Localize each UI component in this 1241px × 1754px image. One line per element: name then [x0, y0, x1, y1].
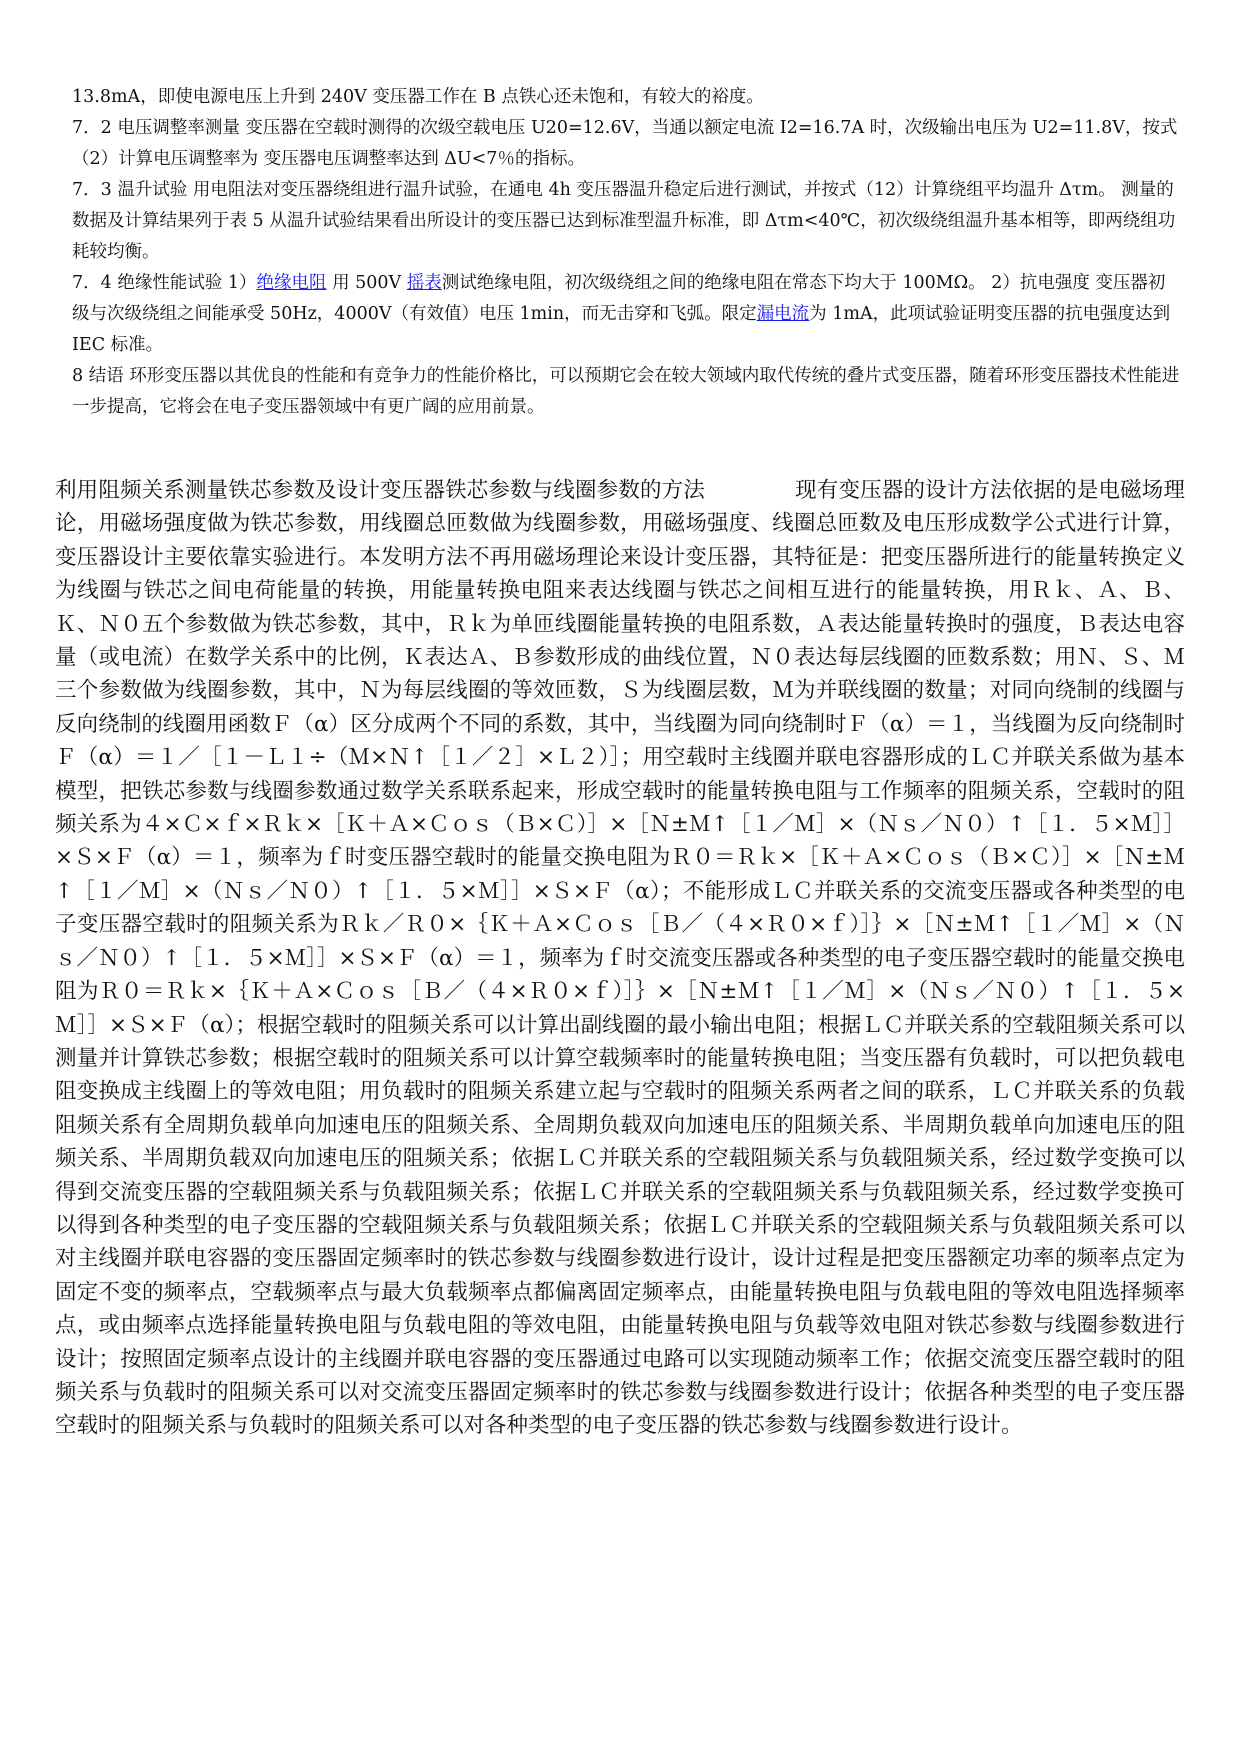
paragraph-insulation-test	[72, 268, 1182, 361]
paragraph-voltage-regulation: 7．2 电压调整率测量 变压器在空载时测得的次级空载电压 U20=12.6V，当通以额定电流 I2=16.7A 时，次级输出电压为 U2=11.8V，按式（2）计算电压调整率为 变压器电压调整率达到 ΔU<7％的指标。	[72, 118, 1178, 169]
insulation-text-a: 7．4 绝缘性能试验 1）	[72, 273, 257, 293]
patent-abstract-section	[55, 474, 1185, 1443]
paragraph-continuation: 13.8mA，即使电源电压上升到 240V 变压器工作在 B 点铁心还未饱和，有较大的裕度。	[72, 87, 764, 107]
patent-title: 利用阻频关系测量铁芯参数及设计变压器铁芯参数与线圈参数的方法	[55, 478, 705, 503]
insulation-text-d: 为 1mA，此项试验证明变压器的抗电强度达到 IEC 标准。	[72, 304, 1171, 355]
insulation-text-c: 测试绝缘电阻，初次级绕组之间的绝缘电阻在常态下均大于 100MΩ。 2）抗电强度 变压器初级与次级绕组之间能承受 50Hz，4000V（有效值）电压 1min，而无击穿和飞弧。限定	[72, 273, 1166, 324]
paragraph-temperature-rise: 7．3 温升试验 用电阻法对变压器绕组进行温升试验，在通电 4h 变压器温升稳定后进行测试，并按式（12）计算绕组平均温升 Δτm。 测量的数据及计算结果列于表 5 从温升试验结果看出所设计的变压器已达到标准型温升标准，即 Δτm<40℃，初次级绕组温升基本相等，即两绕组功耗较均衡。	[72, 180, 1176, 262]
patent-body: 现有变压器的设计方法依据的是电磁场理论，用磁场强度做为铁芯参数，用线圈总匝数做为线圈参数，用磁场强度、线圈总匝数及电压形成数学公式进行计算，变压器设计主要依靠实验进行。本发明方法不再用磁场理论来设计变压器，其特征是：把变压器所进行的能量转换定义为线圈与铁芯之间电荷能量的转换，用能量转换电阻来表达线圈与铁芯之间相互进行的能量转换，用Ｒｋ、Ａ、Ｂ、Ｋ、Ｎ０五个参数做为铁芯参数，其中，Ｒｋ为单匝线圈能量转换的电阻系数，Ａ表达能量转换时的强度，Ｂ表达电容量（或电流）在数学关系中的比例，Ｋ表达Ａ、Ｂ参数形成的曲线位置，Ｎ０表达每层线圈的匝数系数；用Ｎ、Ｓ、Ｍ三个参数做为线圈参数，其中，Ｎ为每层线圈的等效匝数，Ｓ为线圈层数，Ｍ为并联线圈的数量；对同向绕制的线圈与反向绕制的线圈用函数Ｆ（α）区分成两个不同的系数，其中，当线圈为同向绕制时Ｆ（α）＝１，当线圈为反向绕制时Ｆ（α）＝１／［１－Ｌ１÷（Ｍ×Ｎ↑［１／２］×Ｌ２）］；用空载时主线圈并联电容器形成的ＬＣ并联关系做为基本模型，把铁芯参数与线圈参数通过数学关系联系起来，形成空载时的能量转换电阻与工作频率的阻频关系，空载时的阻频关系为４×Ｃ×ｆ×Ｒｋ×［Ｋ＋Ａ×Ｃｏｓ（Ｂ×Ｃ）］×［Ｎ±Ｍ↑［１／Ｍ］×（Ｎｓ／Ｎ０）↑［１．５×Ｍ］］×Ｓ×Ｆ（α）＝１，频率为ｆ时变压器空载时的能量交换电阻为Ｒ０＝Ｒｋ×［Ｋ＋Ａ×Ｃｏｓ（Ｂ×Ｃ）］×［Ｎ±Ｍ↑［１／Ｍ］×（Ｎｓ／Ｎ０）↑［１．５×Ｍ］］×Ｓ×Ｆ（α）；不能形成ＬＣ并联关系的交流变压器或各种类型的电子变压器空载时的阻频关系为Ｒｋ／Ｒ０×｛Ｋ＋Ａ×Ｃｏｓ［Ｂ／（４×Ｒ０×ｆ）］｝×［Ｎ±Ｍ↑［１／Ｍ］×（Ｎｓ／Ｎ０）↑［１．５×Ｍ］］×Ｓ×Ｆ（α）＝１，频率为ｆ时交流变压器或各种类型的电子变压器空载时的能量交换电阻为Ｒ０＝Ｒｋ×｛Ｋ＋Ａ×Ｃｏｓ［Ｂ／（４×Ｒ０×ｆ）］｝×［Ｎ±Ｍ↑［１／Ｍ］×（Ｎｓ／Ｎ０）↑［１．５×Ｍ］］×Ｓ×Ｆ（α）；根据空载时的阻频关系可以计算出副线圈的最小输出电阻；根据ＬＣ并联关系的空载阻频关系可以测量并计算铁芯参数；根据空载时的阻频关系可以计算空载频率时的能量转换电阻；当变压器有负载时，可以把负载电阻变换成主线圈上的等效电阻；用负载时的阻频关系建立起与空载时的阻频关系两者之间的联系，ＬＣ并联关系的负载阻频关系有全周期负载单向加速电压的阻频关系、全周期负载双向加速电压的阻频关系、半周期负载单向加速电压的阻频关系、半周期负载双向加速电压的阻频关系；依据ＬＣ并联关系的空载阻频关系与负载阻频关系，经过数学变换可以得到交流变压器的空载阻频关系与负载阻频关系；依据ＬＣ并联关系的空载阻频关系与负载阻频关系，经过数学变换可以得到各种类型的电子变压器的空载阻频关系与负载阻频关系；依据ＬＣ并联关系的空载阻频关系与负载阻频关系可以对主线圈并联电容器的变压器固定频率时的铁芯参数与线圈参数进行设计，设计过程是把变压器额定功率的频率点定为固定不变的频率点，空载频率点与最大负载频率点都偏离固定频率点，由能量转换电阻与负载电阻的等效电阻选择频率点，或由频率点选择能量转换电阻与负载电阻的等效电阻，由能量转换电阻与负载等效电阻对铁芯参数与线圈参数进行设计；按照固定频率点设计的主线圈并联电容器的变压器通过电路可以实现随动频率工作；依据交流变压器空载时的阻频关系与负载时的阻频关系可以对交流变压器固定频率时的铁芯参数与线圈参数进行设计；依据各种类型的电子变压器空载时的阻频关系与负载时的阻频关系可以对各种类型的电子变压器的铁芯参数与线圈参数进行设计。	[55, 478, 1185, 1439]
leakage-current-link[interactable]: 漏电流	[756, 304, 810, 324]
paragraph-conclusion: 8 结语 环形变压器以其优良的性能和有竞争力的性能价格比，可以预期它会在较大领域内取代传统的叠片式变压器，随着环形变压器技术性能进一步提高，它将会在电子变压器领域中有更广阔的应用前景。	[72, 366, 1180, 417]
test-results-section	[72, 82, 1182, 423]
insulation-resistance-link[interactable]: 绝缘电阻	[256, 273, 327, 293]
megger-link[interactable]: 摇表	[406, 273, 442, 293]
insulation-text-b: 用 500V	[326, 273, 407, 293]
patent-abstract	[55, 474, 1185, 1443]
